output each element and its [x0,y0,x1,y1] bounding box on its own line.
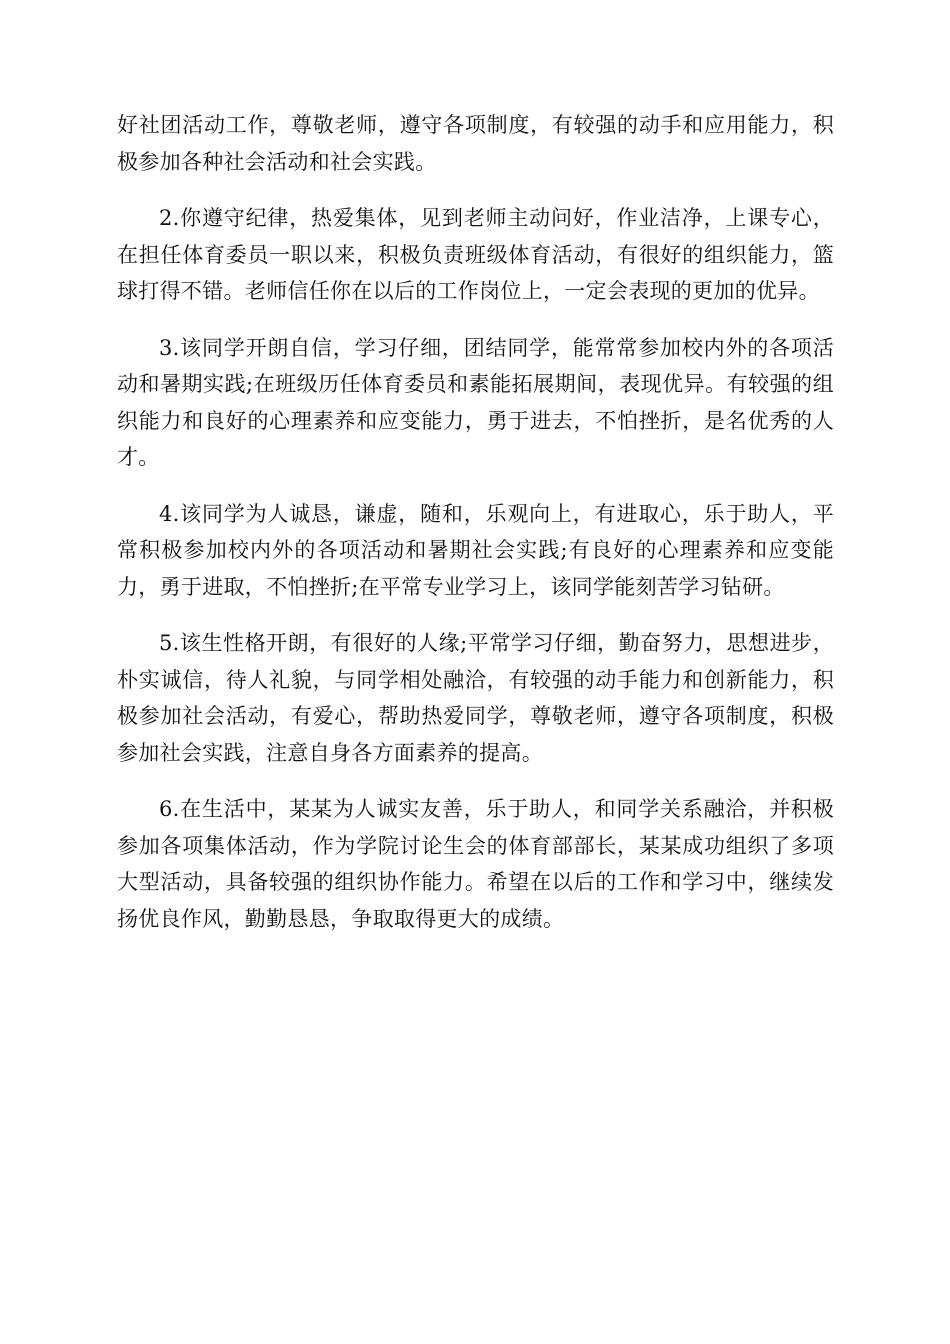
paragraph-item-4: 4.该同学为人诚恳，谦虚，随和，乐观向上，有进取心，乐于助人，平常积极参加校内外的各项活动和暑期社会实践;有良好的心理素养和应变能力，勇于进取，不怕挫折;在平常专业学习上，该同学能刻苦学习钻研。 [117,501,834,599]
paragraph-continuation: 好社团活动工作，尊敬老师，遵守各项制度，有较强的动手和应用能力，积极参加各种社会活动和社会实践。 [117,113,834,174]
document-body [117,107,834,957]
paragraph-item-2: 2.你遵守纪律，热爱集体，见到老师主动问好，作业洁净，上课专心，在担任体育委员一职以来，积极负责班级体育活动，有很好的组织能力，篮球打得不错。老师信任你在以后的工作岗位上，一定会表现的更加的优异。 [117,206,834,303]
paragraph-item-3: 3.该同学开朗自信，学习仔细，团结同学，能常常参加校内外的各项活动和暑期实践;在班级历任体育委员和素能拓展期间，表现优异。有较强的组织能力和良好的心理素养和应变能力，勇于进去，不怕挫折，是名优秀的人才。 [117,335,834,469]
paragraph-item-5: 5.该生性格开朗，有很好的人缘;平常学习仔细，勤奋努力，思想进步，朴实诚信，待人礼貌，与同学相处融洽，有较强的动手能力和创新能力，积极参加社会活动，有爱心，帮助热爱同学，尊敬老师，遵守各项制度，积极参加社会实践，注意自身各方面素养的提高。 [117,631,834,765]
paragraph-item-6: 6.在生活中，某某为人诚实友善，乐于助人，和同学关系融洽，并积极参加各项集体活动，作为学院讨论生会的体育部部长，某某成功组织了多项大型活动，具备较强的组织协作能力。希望在以后的工作和学习中，继续发扬优良作风，勤勤恳恳，争取取得更大的成绩。 [117,797,834,931]
